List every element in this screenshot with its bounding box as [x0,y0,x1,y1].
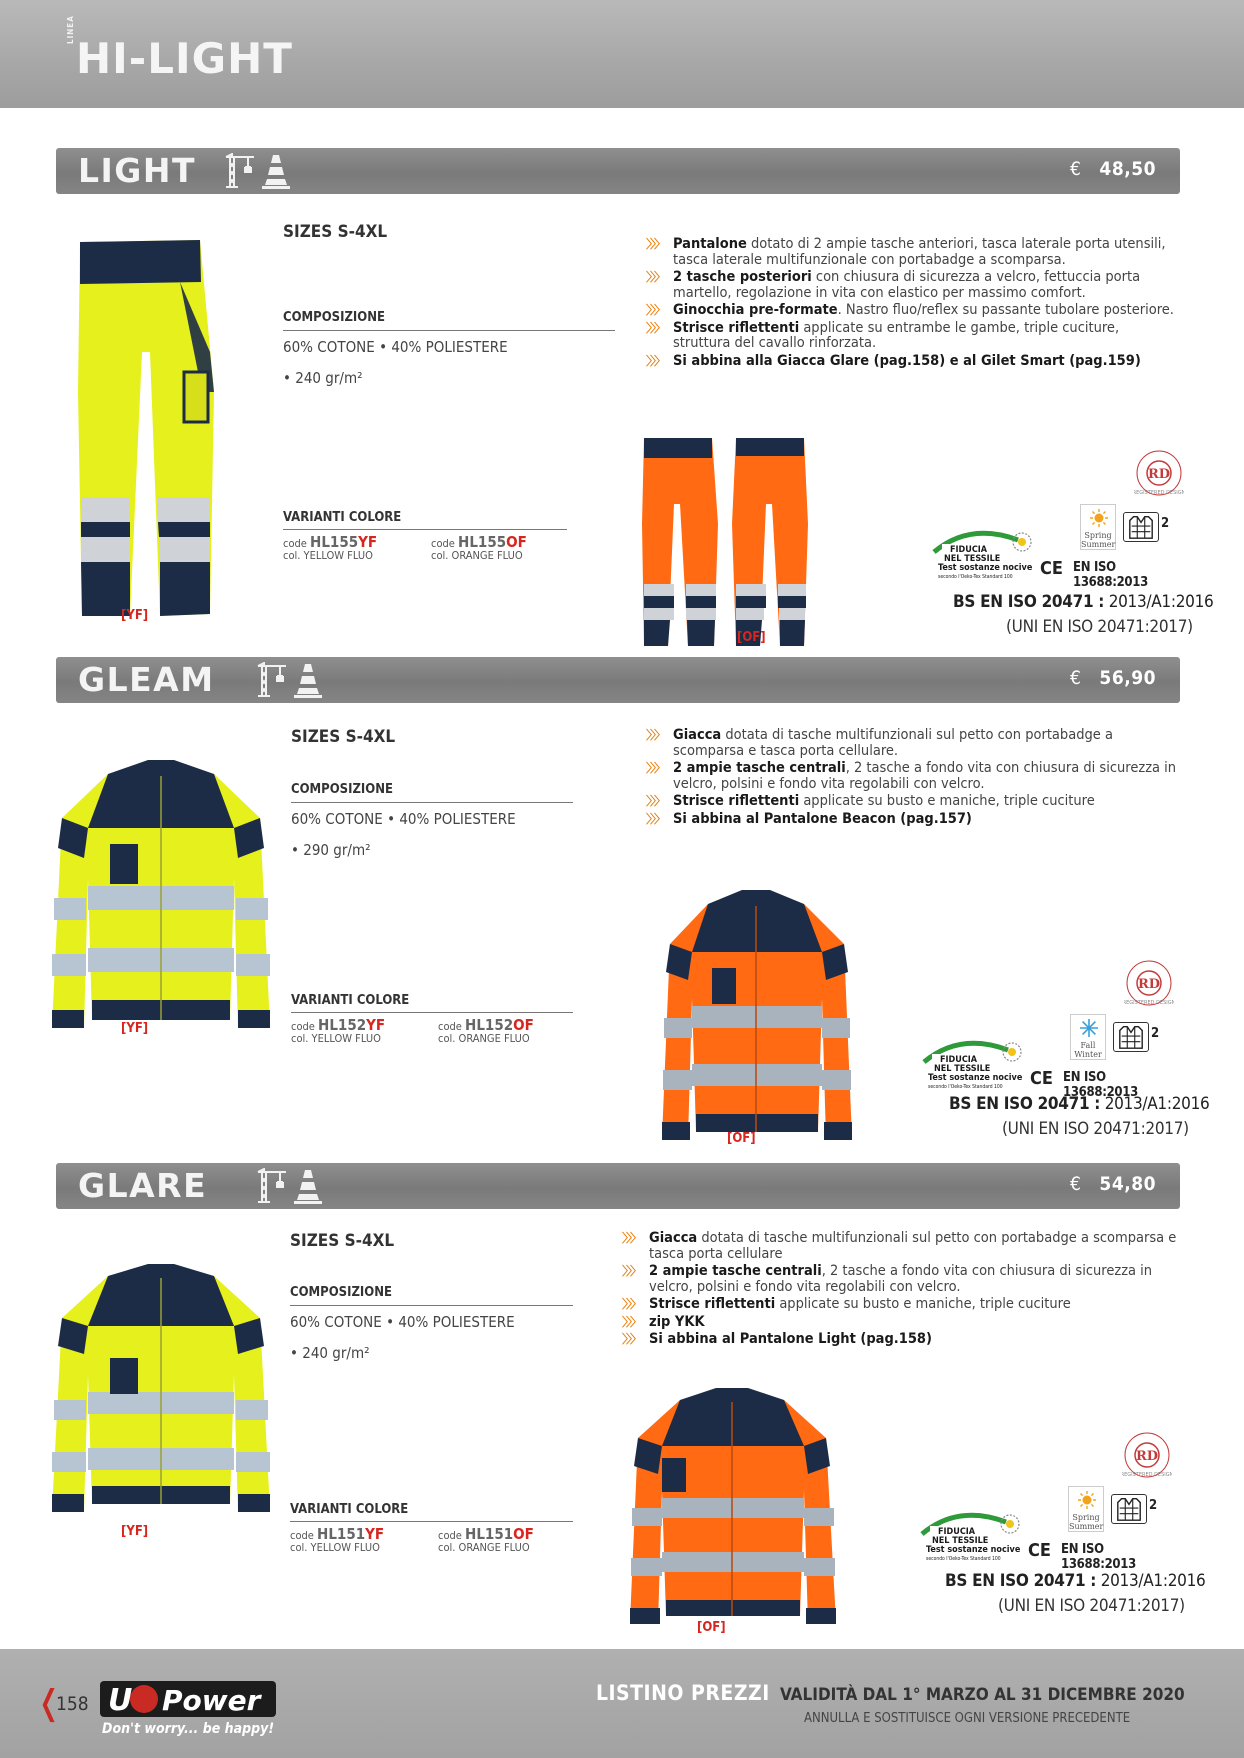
product-image-jacket-orange [656,888,856,1154]
traffic-cone-icon [294,1168,322,1204]
price-list-title: LISTINO PREZZI [596,1681,770,1705]
chevron-left-icon: ❬ [36,1683,62,1723]
brand-motto: Don't worry... be happy! [102,1721,275,1737]
ce-mark: CE [1040,558,1063,579]
chevron-icon: 〉〉〉 [646,353,665,368]
collection-title: HI-LIGHT [76,34,293,83]
feature-item: 〉〉〉 Ginocchia pre-formate. Nastro fluo/reflex su passante tubolare posteriore. [646,302,1174,318]
variant-tag-main: [YF] [121,608,149,623]
product-image-jacket-orange [624,1386,840,1636]
iso-13688: EN ISO 13688:2013 [1073,560,1148,590]
chevron-icon: 〉〉〉 [646,270,665,284]
product-image-trousers-yellow [64,232,224,617]
usage-icons [222,153,290,189]
upower-logo [100,1677,276,1721]
feature-list [646,728,1178,829]
feature-item: 〉〉〉 Si abbina alla Giacca Glare (pag.158) e al Gilet Smart (pag.159) [646,352,1141,369]
price: € 48,50 [1070,158,1156,180]
feature-item: 〉〉〉 Strisce riflettenti applicate su entrambe le gambe, triple cuciture, struttura del cavallo rinforzata. [646,319,1120,351]
feature-item: 〉〉〉 Giacca dotata di tasche multifunzionali sul petto con portabadge a scomparsa e tasca porta cellulare. [646,727,1113,759]
traffic-cone-icon [262,153,290,189]
feature-item: 〉〉〉 2 tasche posteriori con chiusura di sicurezza a velcro, fettuccia porta martello, regolazione in vita con elastico per massimo comfort. [646,269,1141,301]
feature-item: 〉〉〉 Pantalone dotato di 2 ampie tasche anteriori, tasca laterale porta utensili, tasca laterale multifunzionale con portabadge a scomparsa. [646,236,1166,268]
chevron-icon: 〉〉〉 [646,303,665,317]
sun-icon [1078,1491,1096,1509]
product-image-jacket-yellow [48,1262,274,1524]
variant-tag-alt: [OF] [727,1131,756,1146]
ce-mark: CE [1030,1068,1053,1089]
composition-value: 60% COTONE • 40% POLIESTERE [290,1313,515,1331]
variant-orange: code HL152OF col. ORANGE FLUO [438,1016,534,1045]
feature-item: 〉〉〉 2 ampie tasche centrali, 2 tasche a fondo vita con chiusura di sicurezza in velcro, polsini e fondo vita regolabili con velcro. [646,760,1177,792]
feature-item: 〉〉〉 2 ampie tasche centrali, 2 tasche a fondo vita con chiusura di sicurezza in velcro, polsini e fondo vita regolabili con velcro. [622,1263,1153,1295]
hi-vis-vest-icon [1113,1022,1149,1052]
variants-title: VARIANTI COLORE [290,1502,573,1522]
feature-item: 〉〉〉 Strisce riflettenti applicate su busto e maniche, triple cuciture [646,793,1095,809]
variant-yellow: code HL155YF col. YELLOW FLUO [283,533,378,562]
linea-label: LINEA [66,15,75,44]
product-image-trousers-orange [640,434,810,649]
hi-vis-vest-icon [1123,512,1159,542]
hi-vis-vest-icon [1111,1494,1147,1524]
variant-yellow: code HL151YF col. YELLOW FLUO [290,1525,385,1554]
iso-13688: EN ISO 13688:2013 [1061,1542,1136,1572]
page-number: 158 [56,1693,89,1715]
product-name: LIGHT [78,151,197,190]
fiducia-text: FIDUCIA NEL TESSILE Test sostanze nocive secondo l'Oeko-Tex Standard 100 [926,1527,1021,1562]
fabric-weight: • 240 gr/m² [283,369,363,387]
chevron-icon: 〉〉〉 [622,1314,641,1329]
snowflake-icon [1080,1019,1098,1037]
variant-tag-main: [YF] [121,1524,149,1539]
variant-orange: code HL151OF col. ORANGE FLUO [438,1525,534,1554]
variant-tag-main: [YF] [121,1021,149,1036]
usage-icons [254,662,322,698]
construction-crane-icon [254,662,288,698]
uni-standard: (UNI EN ISO 20471:2017) [1006,617,1193,637]
chevron-icon: 〉〉〉 [646,237,665,251]
chevron-icon: 〉〉〉 [622,1264,641,1278]
section-bar-light [56,148,1180,194]
variant-yellow: code HL152YF col. YELLOW FLUO [291,1016,386,1045]
registered-design-icon [1134,448,1184,498]
section-bar-gleam [56,657,1180,703]
feature-item: 〉〉〉 zip YKK [622,1313,705,1330]
vest-class: 2 [1161,516,1170,531]
composition-title: COMPOSIZIONE [291,782,573,803]
chevron-icon: 〉〉〉 [622,1231,641,1245]
feature-list [622,1231,1190,1350]
uni-standard: (UNI EN ISO 20471:2017) [998,1596,1185,1616]
traffic-cone-icon [294,662,322,698]
fiducia-text: FIDUCIA NEL TESSILE Test sostanze nocive secondo l'Oeko-Tex Standard 100 [938,545,1033,580]
variant-orange: code HL155OF col. ORANGE FLUO [431,533,527,562]
feature-list [646,237,1178,371]
season-badge: Spring Summer [1080,504,1116,550]
price: € 54,80 [1070,1173,1156,1195]
construction-crane-icon [254,1168,288,1204]
fabric-weight: • 290 gr/m² [291,841,371,859]
chevron-icon: 〉〉〉 [622,1297,641,1311]
variant-tag-alt: [OF] [737,630,766,645]
uni-standard: (UNI EN ISO 20471:2017) [1002,1119,1189,1139]
sizes-label: SIZES S-4XL [283,222,388,242]
page-header [0,0,1244,108]
page-footer [0,1649,1244,1758]
section-bar-glare [56,1163,1180,1209]
feature-item: 〉〉〉 Strisce riflettenti applicate su busto e maniche, triple cuciture [622,1296,1071,1312]
iso-13688: EN ISO 13688:2013 [1063,1070,1138,1100]
sun-icon [1090,509,1108,527]
registered-design-icon [1122,1430,1172,1480]
composition-title: COMPOSIZIONE [283,310,615,331]
vest-class: 2 [1151,1026,1160,1041]
bs-standard: BS EN ISO 20471 : 2013/A1:2016 [953,592,1214,612]
fiducia-text: FIDUCIA NEL TESSILE Test sostanze nocive secondo l'Oeko-Tex Standard 100 [928,1055,1023,1090]
composition-value: 60% COTONE • 40% POLIESTERE [291,810,516,828]
feature-item: 〉〉〉 Si abbina al Pantalone Light (pag.158) [622,1331,932,1347]
ce-mark: CE [1028,1540,1051,1561]
chevron-icon: 〉〉〉 [646,761,665,775]
feature-item: 〉〉〉 Si abbina al Pantalone Beacon (pag.157) [646,810,972,827]
variants-title: VARIANTI COLORE [291,993,573,1013]
certification-block [918,1430,1178,1620]
chevron-icon: 〉〉〉 [646,320,665,335]
variant-tag-alt: [OF] [697,1620,726,1635]
feature-item: 〉〉〉 Giacca dotata di tasche multifunzionali sul petto con portabadge a scomparsa e tasca porta cellulare [622,1230,1177,1262]
composition-value: 60% COTONE • 40% POLIESTERE [283,338,508,356]
product-name: GLEAM [78,660,215,699]
svg-text:U: U [108,1683,133,1718]
registered-design-icon [1124,958,1174,1008]
sizes-label: SIZES S-4XL [290,1231,395,1251]
bs-standard: BS EN ISO 20471 : 2013/A1:2016 [949,1094,1210,1114]
product-name: GLARE [78,1166,208,1205]
vest-class: 2 [1149,1498,1158,1513]
fabric-weight: • 240 gr/m² [290,1344,370,1362]
sizes-label: SIZES S-4XL [291,727,396,747]
variants-title: VARIANTI COLORE [283,510,567,530]
validity-period: VALIDITÀ DAL 1° MARZO AL 31 DICEMBRE 2020 [780,1685,1185,1705]
composition-title: COMPOSIZIONE [290,1285,573,1306]
construction-crane-icon [222,153,256,189]
usage-icons [254,1168,322,1204]
chevron-icon: 〉〉〉 [622,1332,641,1346]
product-image-jacket-yellow [48,758,274,1040]
svg-text:Power: Power [162,1684,261,1717]
supersedes-note: ANNULLA E SOSTITUISCE OGNI VERSIONE PRECEDENTE [804,1711,1131,1726]
chevron-icon: 〉〉〉 [646,811,665,826]
bs-standard: BS EN ISO 20471 : 2013/A1:2016 [945,1571,1206,1591]
season-badge: Spring Summer [1068,1486,1104,1532]
chevron-icon: 〉〉〉 [646,728,665,742]
season-badge: Fall Winter [1070,1014,1106,1060]
price: € 56,90 [1070,667,1156,689]
chevron-icon: 〉〉〉 [646,794,665,808]
